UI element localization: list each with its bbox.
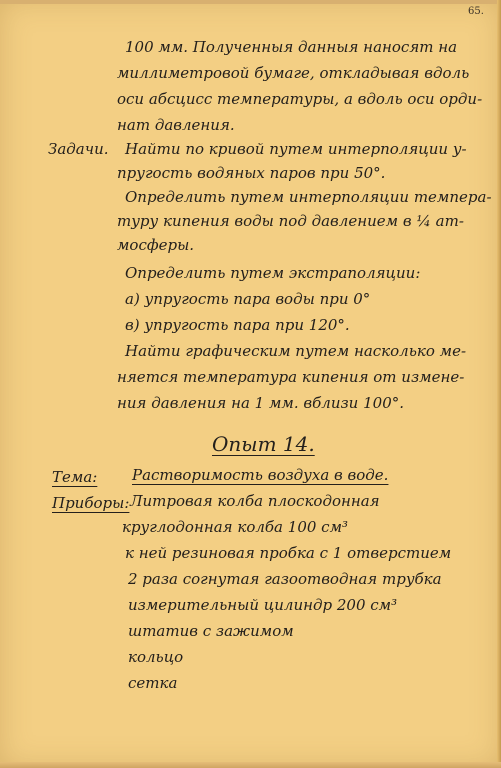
task-line: мосферы.	[117, 236, 195, 254]
intro-line: 100 мм. Полученныя данныя наносят на	[125, 38, 458, 56]
device-item: круглодонная колба 100 см³	[122, 518, 349, 536]
intro-line: нат давления.	[117, 116, 235, 134]
device-item: к ней резиновая пробка с 1 отверстием	[125, 544, 452, 562]
task-line: Определить путем интерполяции темпера-	[125, 188, 492, 206]
task-line: Найти по кривой путем интерполяции у-	[125, 140, 467, 158]
task-line: пругость водяных паров при 50°.	[117, 164, 386, 182]
device-item: кольцо	[128, 648, 184, 666]
task-line: туру кипения воды под давлением в ¼ ат-	[117, 212, 464, 230]
theme-text: Растворимость воздуха в воде.	[132, 466, 389, 484]
page-right-edge	[497, 0, 501, 768]
task-line: Найти графическим путем насколько ме-	[125, 342, 467, 360]
task-line: в) упругость пара при 120°.	[125, 316, 350, 334]
intro-line: оси абсцисс температуры, а вдоль оси орди-	[117, 90, 483, 108]
device-item: сетка	[128, 674, 178, 692]
task-line: а) упругость пара воды при 0°	[125, 290, 371, 308]
devices-label: Приборы:	[52, 494, 130, 512]
device-item: Литровая колба плоскодонная	[130, 492, 380, 510]
device-item: штатив с зажимом	[128, 622, 294, 640]
tasks-label: Задачи.	[48, 140, 109, 158]
task-line: няется температура кипения от измене-	[117, 368, 465, 386]
intro-line: миллиметровой бумаге, откладывая вдоль	[117, 64, 470, 82]
device-item: измерительный цилиндр 200 см³	[128, 596, 398, 614]
theme-label: Тема:	[52, 468, 98, 486]
device-item: 2 раза согнутая газоотводная трубка	[128, 570, 442, 588]
task-line: Определить путем экстраполяции:	[125, 264, 421, 282]
page-bottom-edge	[0, 762, 501, 768]
page-number: 65.	[468, 6, 484, 17]
experiment-title: Опыт 14.	[212, 432, 315, 456]
task-line: ния давления на 1 мм. вблизи 100°.	[117, 394, 405, 412]
page-top-edge	[0, 0, 501, 4]
